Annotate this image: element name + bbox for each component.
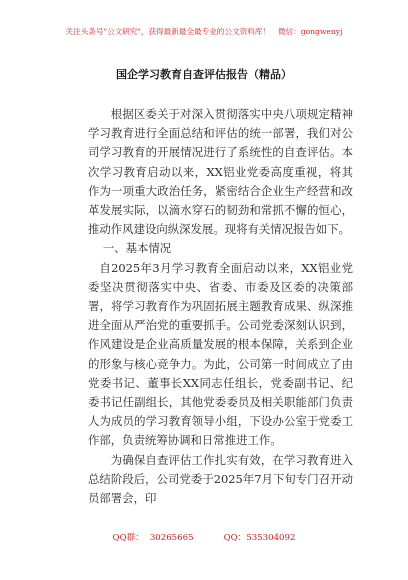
qq-group-number: 30265665 (149, 533, 194, 543)
footer-contact (0, 533, 408, 544)
paragraph-self-assessment: 为确保自查评估工作扎实有效，在学习教育进入总结阶段后，公司党委于2025年7月下旬专门召开动员部署会，印 (88, 452, 353, 506)
document-body (88, 105, 353, 508)
section-heading-basic: 一、基本情况 (102, 241, 172, 256)
header-notice: 关注头条号"公文研究"，获得最新最全最专业的公文资料库！ (65, 27, 270, 36)
qq-group-label: QQ群： (112, 533, 144, 543)
paragraph-basic-situation: 自2025年3月学习教育全面启动以来，XX铝业党委坚决贯彻落实中央、省委、市委及区委的决策部署，将学习教育作为巩固拓展主题教育成果、纵深推进全面从严治党的重要抓手。公司党委深刻认识到，作风建设是企业高质量发展的根本保障，关系到企业的形象与核心竞争力。为此，公司第一时间成立了由党委书记、董事长XX同志任组长，党委副书记、纪委书记任副组长，其他党委委员及相关职能部门负责人为成员的学习教育领导小组，下设办公室于党委工作部，负责统筹协调和日常推进工作。 (88, 260, 353, 448)
wechat-id: gongwenyj (300, 27, 343, 36)
qq-number: 535304092 (246, 533, 296, 543)
qq-label: QQ： (223, 533, 247, 543)
paragraph-intro: 根据区委关于对深入贯彻落实中央八项规定精神学习教育进行全面总结和评估的统一部署，我们对公司学习教育的开展情况进行了系统性的自查评估。本次学习教育启动以来，XX铝业党委高度重视，将其作为一项重大政治任务，紧密结合企业生产经营和改革发展实际，以滴水穿石的韧劲和常抓不懈的恒心，推动作风建设向纵深发展。现将有关情况报告如下。 (88, 107, 353, 237)
header-banner (0, 27, 408, 37)
document-title: 国企学习教育自查评估报告（精品） (116, 68, 292, 81)
wechat-label: 微信： (277, 27, 301, 36)
